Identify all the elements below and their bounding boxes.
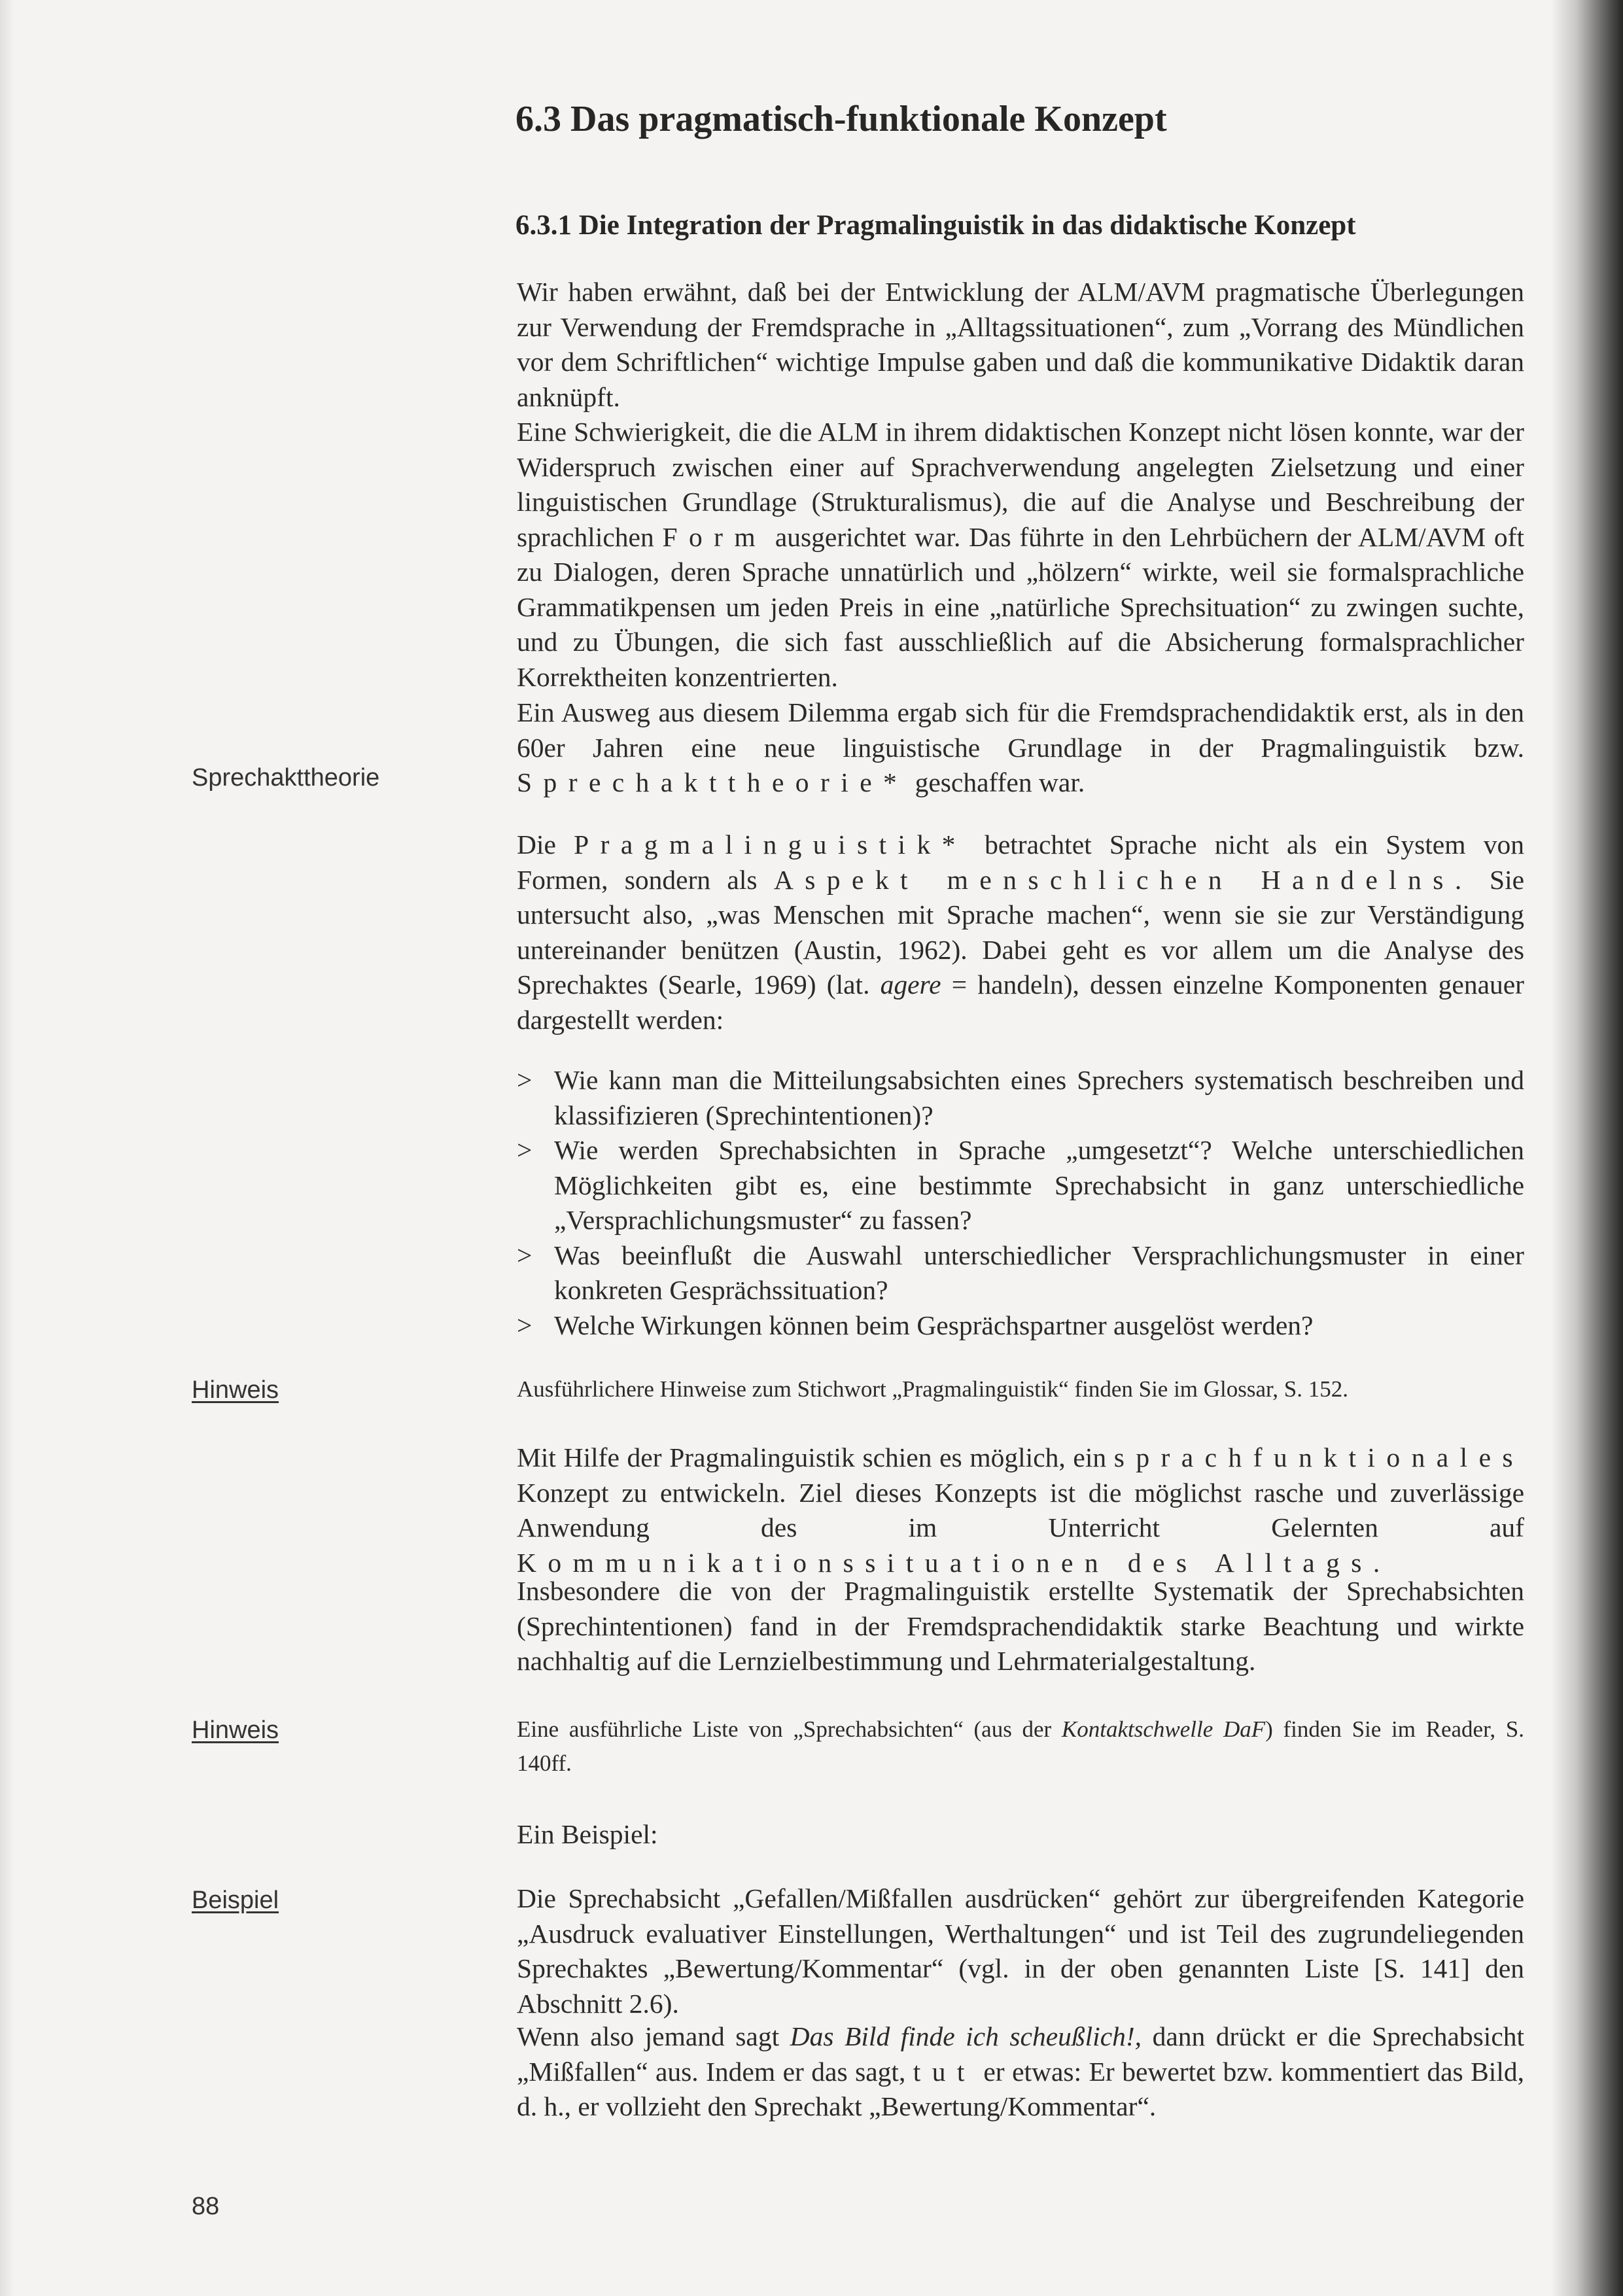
paragraph-intro: Wir haben erwähnt, daß bei der Entwicklung der ALM/AVM pragmatische Überlegungen zur Verwendung der Fremdsprache in „Alltagssituationen“, zum „Vorrang des Mündlichen vor dem Schriftlichen“ wichtige Impulse gaben und daß die kommunikative Didaktik daran anknüpft. [517,277,1524,412]
note-reader [517,1713,1524,1781]
list-item-text: Was beeinflußt die Auswahl unterschiedlicher Versprachlichungsmuster in einer konkreten Gesprächssituation? [554,1240,1524,1305]
list-marker: > [517,1065,532,1095]
paragraph-systematik: Insbesondere die von der Pragmalinguistik erstellte Systematik der Sprechabsichten (Sprechintentionen) fand in der Fremdsprachendidaktik starke Beachtung und wirkte nachhaltig auf die Lernzielbestimmung und Lehrmaterialgestaltung. [517,1576,1524,1676]
margin-note-beispiel: Beispiel [192,1887,279,1914]
paragraph-example: Die Sprechabsicht „Gefallen/Mißfallen ausdrücken“ gehört zur übergreifenden Kategorie „Ausdruck evaluativer Einstellungen, Werthaltungen“ und ist Teil des zugrundeliegenden Sprechaktes „Bewertung/Kommentar“ (vgl. in der oben genannten Liste [S. 141] den Abschnitt 2.6). [517,1883,1524,2019]
list-item-text: Wie werden Sprechabsichten in Sprache „umgesetzt“? Welche unterschiedlichen Möglichkeiten gibt es, eine bestimmte Sprechabsicht in ganz unterschiedliche „Versprachlichungsmuster“ zu fassen? [554,1135,1524,1235]
margin-note-hinweis-1: Hinweis [192,1376,279,1404]
text-segment: Eine Schwierigkeit, die die ALM in ihrem didaktischen Konzept nicht lösen konnte, war der Widerspruch zwischen einer auf Sprachverwendung angelegten Zielsetzung und einer linguistischen Grundlage (Strukturalismus), die auf die Analyse und Beschreibung der sprachlichen [517,417,1524,552]
paragraph-solution [517,695,1524,801]
text-segment: Wenn also jemand sagt [517,2021,780,2051]
list-marker: > [517,1310,532,1340]
text-segment: dann drückt er die Sprechabsicht „Mißfallen“ aus. Indem er das sagt, [517,2021,1525,2087]
margin-note-sprechakttheorie: Sprechakttheorie [192,764,380,791]
spaced-term-pragmalinguistik: Pragmalinguistik* [574,829,967,860]
text-segment: er etwas: Er bewertet bzw. kommentiert das Bild, d. h., er vollzieht den Sprechakt „Bewertung/Kommentar“. [517,2056,1524,2121]
paragraph-example-explanation [517,2019,1524,2125]
text-segment: Eine ausführliche Liste von „Sprechabsichten“ (aus der [517,1716,1052,1742]
spaced-term-aspekt: Aspekt menschlichen Handelns. [773,864,1473,895]
list-marker: > [517,1135,532,1165]
paragraph-pragmalinguistik [517,827,1524,1037]
page-number: 88 [192,2193,220,2220]
spaced-term-sprachfunktionales: sprachfunktionales [1113,1442,1524,1472]
text-segment: Ein Ausweg aus diesem Dilemma ergab sich für die Fremdsprachendidaktik erst, als in den 60er Jahren eine neue linguistische Grundlage in der Pragmalinguistik bzw. [517,697,1524,763]
list-item-text: Wie kann man die Mitteilungsabsichten eines Sprechers systematisch beschreiben und klassifizieren (Sprechintentionen)? [554,1065,1524,1130]
note-glossar: Ausführlichere Hinweise zum Stichwort „Pragmalinguistik“ finden Sie im Glossar, S. 152. [517,1376,1349,1402]
list-item [517,1308,1524,1344]
spaced-term-sprechakttheorie: Sprechakttheorie* [517,767,909,797]
question-list [517,1063,1524,1343]
text-segment: Die [517,829,556,860]
list-item [517,1238,1524,1308]
italic-title-kontaktschwelle: Kontaktschwelle DaF [1061,1716,1266,1742]
text-segment: ausgerichtet war. Das führte in den Lehrbüchern der ALM/AVM oft zu Dialogen, deren Sprache unnatürlich und „hölzern“ wirkte, weil sie formalsprachliche Grammatikpensen um jeden Preis in eine „natürliche Sprechsituation“ zu zwingen suchte, und zu Übungen, die sich fast ausschließlich auf die Absicherung formalsprachlicher Korrektheiten konzentrierten. [517,521,1525,692]
list-marker: > [517,1240,532,1270]
text-segment: Konzept zu entwickeln. Ziel dieses Konzepts ist die möglichst rasche und zuverlässige Anwendung des im Unterricht Gelernten auf [517,1477,1524,1542]
list-item [517,1063,1524,1133]
italic-term-agere: agere [880,969,941,1000]
example-intro: Ein Beispiel: [517,1819,658,1849]
margin-note-hinweis-2: Hinweis [192,1716,279,1744]
list-item [517,1133,1524,1238]
text-segment: ) finden Sie im Reader, S. 140ff. [517,1716,1524,1776]
section-title: 6.3 Das pragmatisch-funktionale Konzept [515,99,1167,139]
text-segment: Sie untersucht also, „was Menschen mit Sprache machen“, wenn sie sie zur Verständigung untereinander benützen (Austin, 1962). Dabei geht es vor allem um die Analyse des Sprechaktes (Searle, 1969) (lat. [517,864,1525,1000]
paragraph-difficulty [517,415,1524,695]
spaced-term-form: Form [662,521,767,552]
spaced-term-kommunikationssituationen: Kommunikationssituationen des Alltags. [517,1547,1391,1578]
page-left-shadow [0,0,14,2296]
text-segment: betrachtet Sprache nicht als ein System von Formen, sondern als [517,829,1525,895]
text-segment: Mit Hilfe der Pragmalinguistik schien es möglich, ein [517,1442,1107,1472]
subsection-title: 6.3.1 Die Integration der Pragmalinguistik in das didaktische Konzept [515,210,1356,241]
page-binding-shadow [1551,0,1623,2296]
italic-example-sentence: Das Bild finde ich scheußlich!, [790,2021,1142,2051]
list-item-text: Welche Wirkungen können beim Gesprächspartner ausgelöst werden? [554,1310,1314,1340]
paragraph-sprachfunktional [517,1440,1524,1580]
spaced-term-tut: tut [913,2056,976,2087]
text-segment: = handeln), dessen einzelne Komponenten genauer dargestellt werden: [517,969,1525,1035]
text-segment: geschaffen war. [915,767,1085,797]
